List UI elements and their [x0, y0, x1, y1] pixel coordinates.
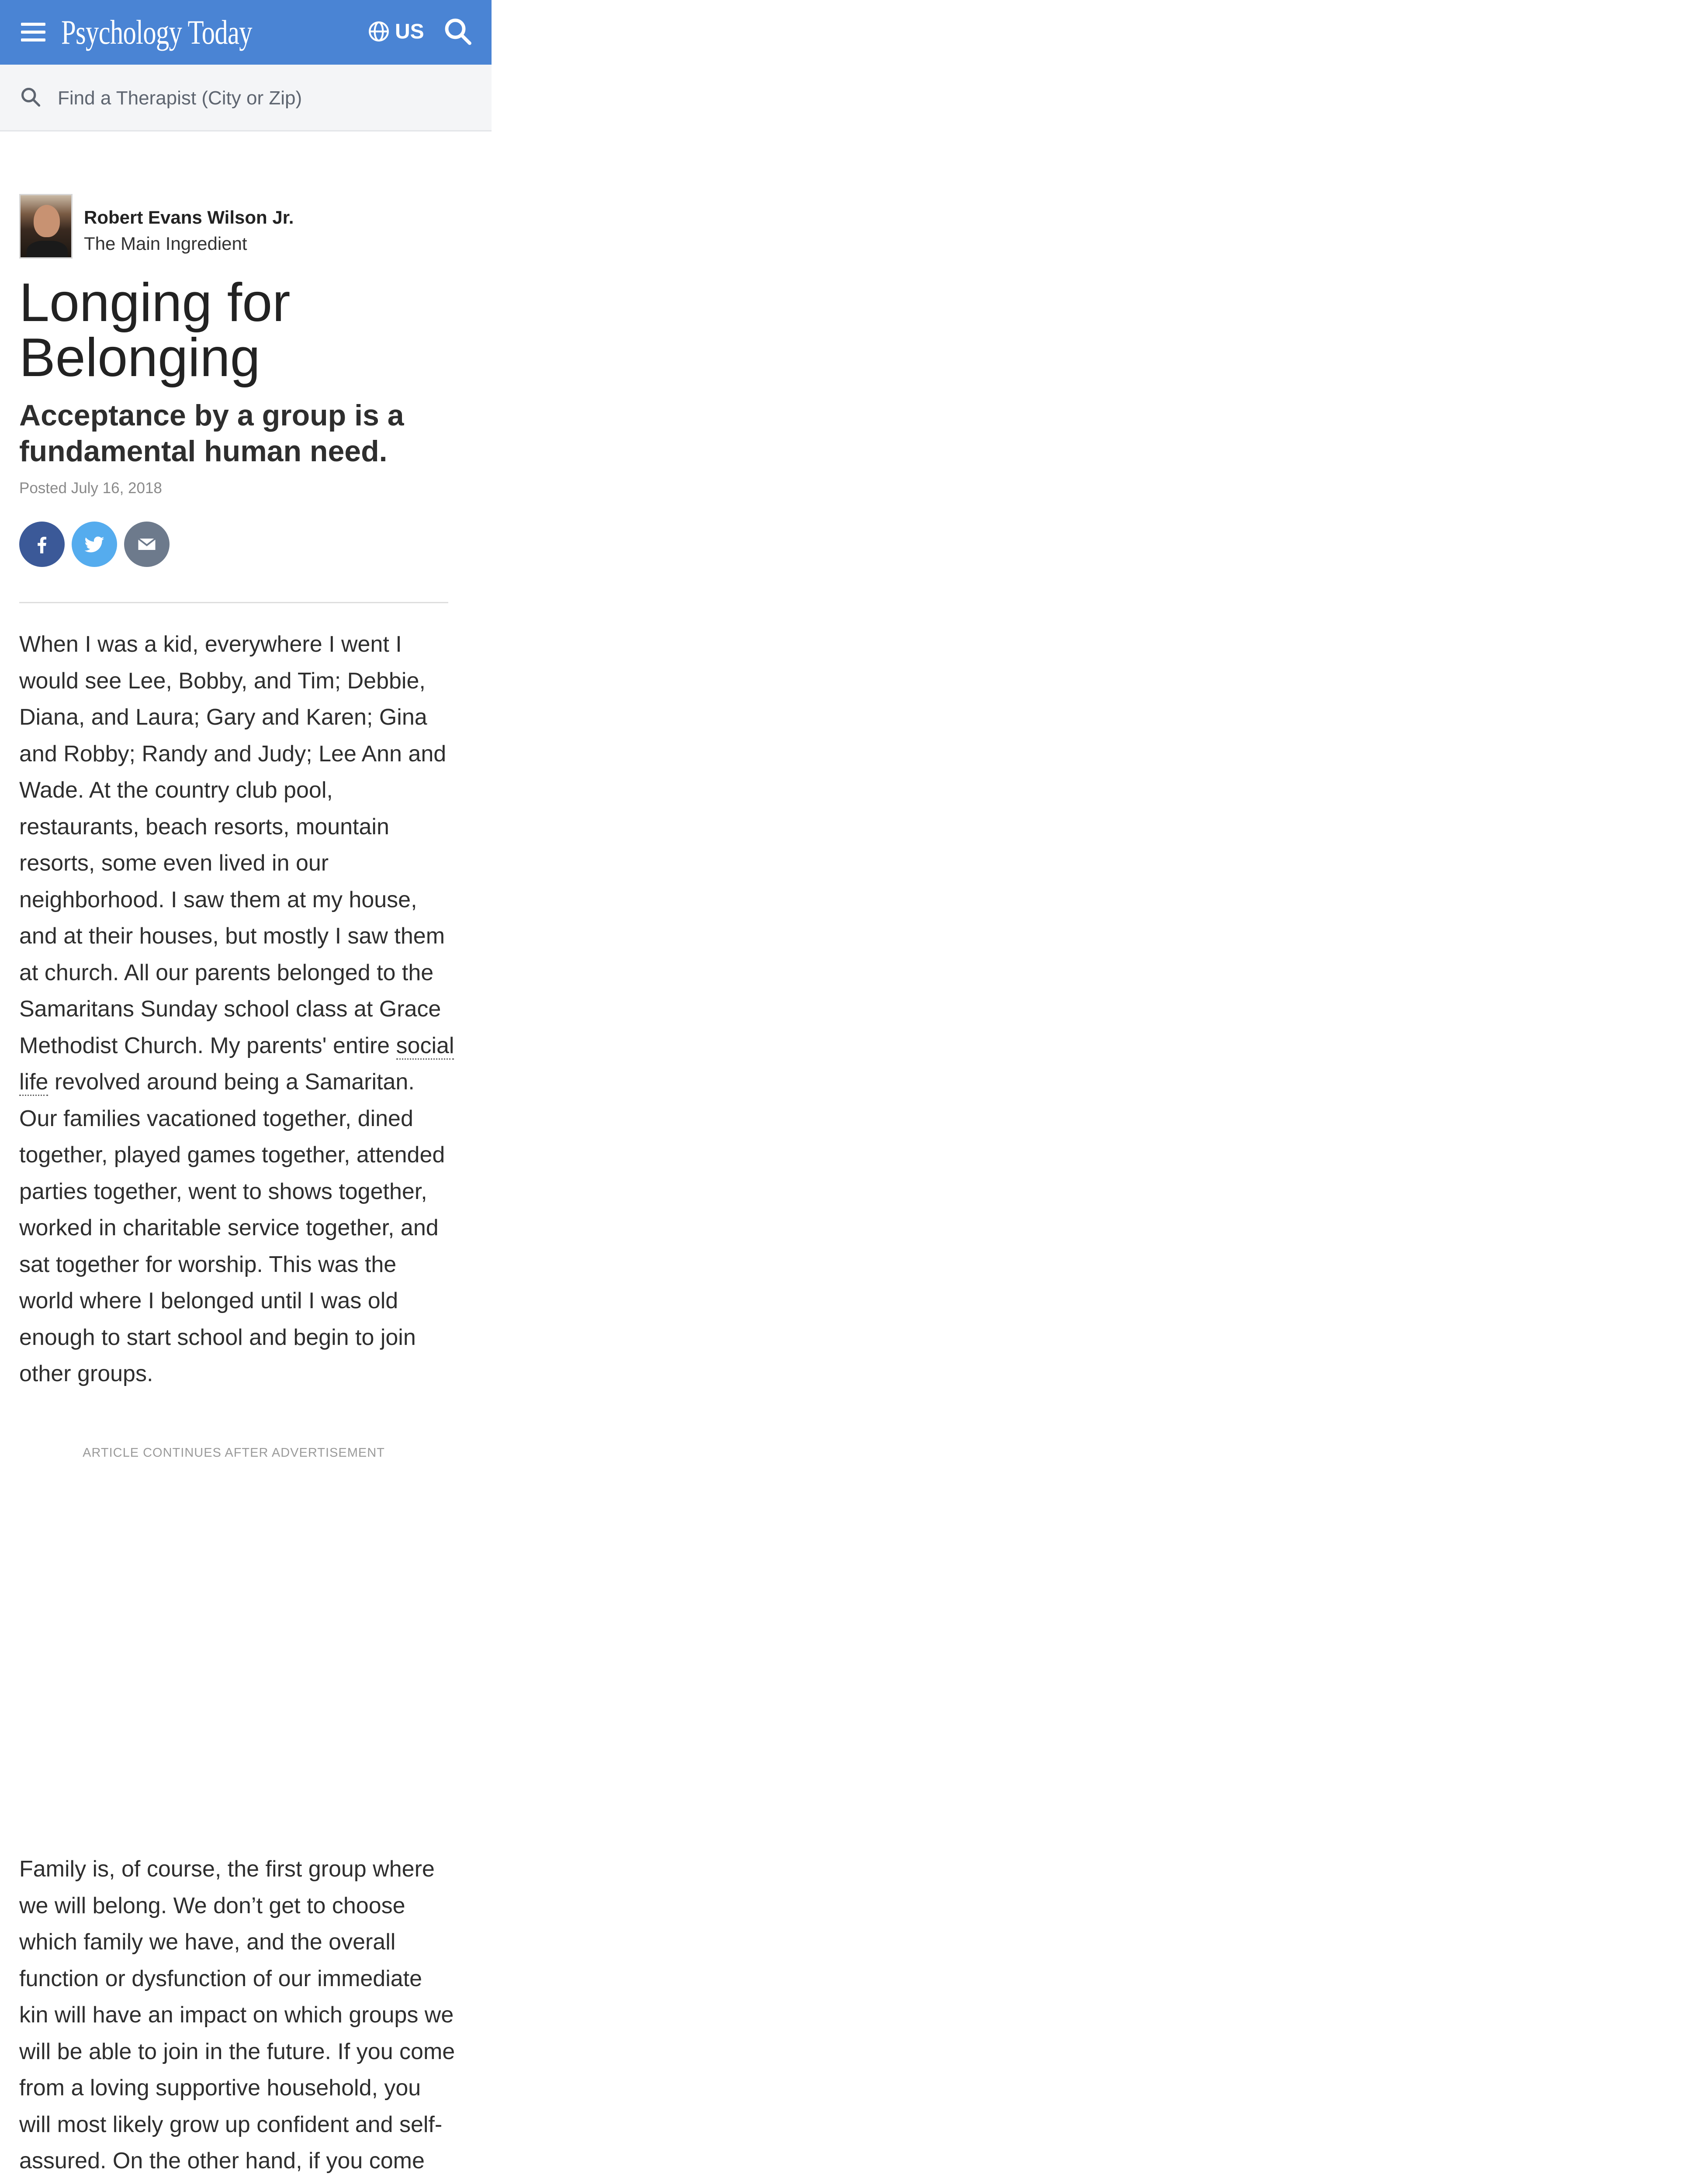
article-subtitle: Acceptance by a group is a fundamental human need. [19, 399, 404, 468]
facebook-icon [31, 533, 53, 555]
region-selector[interactable] [368, 17, 424, 45]
blog-name[interactable]: The Main Ingredient [84, 233, 247, 254]
header-search-button[interactable] [442, 16, 474, 47]
email-icon [135, 533, 158, 556]
site-logo[interactable]: Psychology Today [61, 13, 252, 51]
therapist-search-input[interactable] [57, 82, 452, 114]
ad-continue-label: ARTICLE CONTINUES AFTER ADVERTISEMENT [83, 1446, 385, 1460]
article-page [0, 0, 492, 2184]
twitter-icon [83, 532, 106, 556]
author-avatar[interactable] [19, 194, 73, 259]
share-facebook-button[interactable] [19, 522, 65, 567]
article-title: Longing for Belonging [19, 273, 291, 388]
therapist-search-bar [0, 65, 492, 131]
share-email-button[interactable] [124, 522, 170, 567]
hamburger-menu-icon[interactable] [21, 22, 45, 42]
search-icon [19, 86, 42, 108]
region-label: US [395, 20, 424, 43]
search-icon [442, 16, 474, 47]
article-paragraph: Family is, of course, the first group where we will belong. We don’t get to choose which family we have, and the overall function or dysfunction of our immediate kin will have an impact on which groups we will be able to join in the future. If you come from a loving supportive household, you will most likely grow up confident and self-assured. On the other hand, if you come [19, 1856, 455, 2174]
top-nav-bar [0, 0, 492, 65]
author-name[interactable]: Robert Evans Wilson Jr. [84, 207, 294, 228]
posted-date: Posted July 16, 2018 [19, 480, 162, 497]
share-twitter-button[interactable] [72, 522, 117, 567]
article-paragraph: When I was a kid, everywhere I went I would see Lee, Bobby, and Tim; Debbie, Diana, and Laura; Gary and Karen; Gina and Robby; Randy and Judy; Lee Ann and Wade. At the country club pool, restaurants, beach resorts, mountain resorts, some even lived in our neighborhood. I saw them at my house, and at their houses, but mostly I saw them at church. All our parents belonged to the Samaritans Sunday school class at Grace Methodist Church. My parents' entire social life revolved around being a Samaritan. Our families vacationed together, dined together, played games together, attended parties together, went to shows together, worked in charitable service together, and sat together for worship. This was the world where I belonged until I was old enough to start school and begin to join other groups. [19, 632, 454, 1386]
globe-icon [368, 21, 390, 42]
social-life-link[interactable]: social life [19, 1033, 454, 1096]
header-divider [19, 602, 448, 603]
